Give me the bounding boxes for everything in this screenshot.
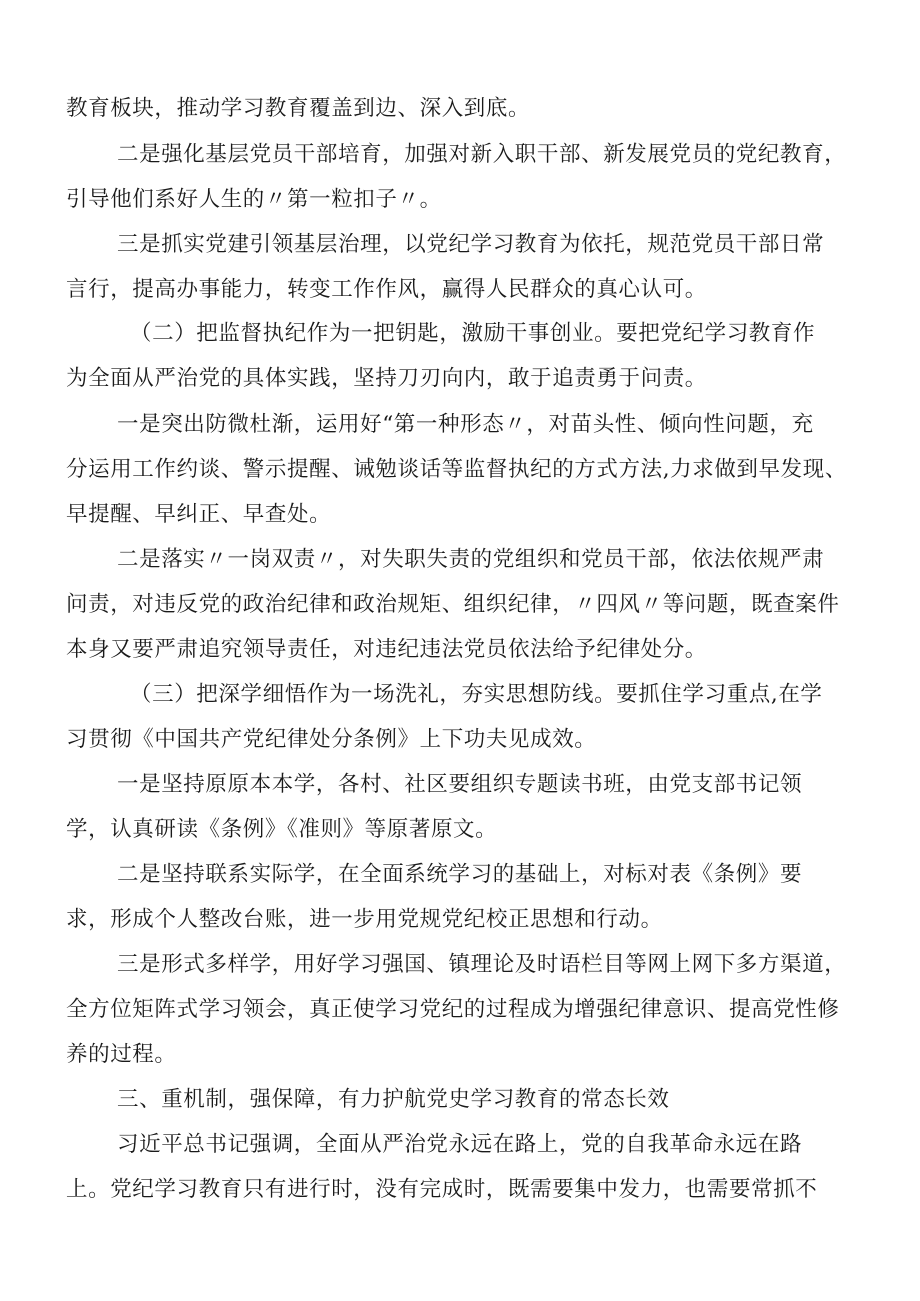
text-line: 二是坚持联系实际学，在全面系统学习的基础上，对标对表《条例》要	[117, 862, 803, 887]
text-line: 一是突出防微杜渐，运用好“第一种形态〃，对苗头性、倾向性问题，充	[117, 412, 814, 437]
text-line: 三是抓实党建引领基层治理，以党纪学习教育为依托，规范党员干部日常	[117, 232, 825, 257]
text-line: 上。党纪学习教育只有进行时，没有完成时，既需要集中发力，也需要常抓不	[66, 1177, 818, 1202]
text-line: 为全面从严治党的具体实践，坚持刀刃向内，敢于追责勇于问责。	[66, 366, 707, 391]
text-line: 习贯彻《中国共产党纪律处分条例》上下功夫见成效。	[66, 727, 597, 752]
text-line: （二）把监督执纪作为一把钥匙，激励干事创业。要把党纪学习教育作	[130, 321, 816, 346]
text-line: 二是强化基层党员干部培育，加强对新入职干部、新发展党员的党纪教育，	[117, 142, 847, 167]
text-line: 分运用工作约谈、警示提醒、诫勉谈话等监督执纪的方式方法,力求做到早发现、	[66, 457, 847, 482]
text-line: 求，形成个人整改台账，进一步用党规党纪校正思想和行动。	[66, 907, 663, 932]
text-line: 学，认真研读《条例》《准则》等原著原文。	[66, 817, 498, 842]
text-line: 一是坚持原原本本学，各村、社区要组织专题读书班，由党支部书记领	[117, 772, 803, 797]
text-line: 早提醒、早纠正、早查处。	[66, 502, 332, 527]
text-line: 问责，对违反党的政治纪律和政治规矩、组织纪律，〃四风〃等问题，既查案件	[66, 592, 840, 617]
section-heading: 三、重机制，强保障，有力护航党史学习教育的常态长效	[117, 1087, 670, 1112]
text-line: 本身又要严肃追究领导责任，对违纪违法党员依法给予纪律处分。	[66, 637, 707, 662]
text-line: 言行，提高办事能力，转变工作作风，赢得人民群众的真心认可。	[66, 277, 707, 302]
text-line: 引导他们系好人生的〃第一粒扣子〃。	[66, 187, 442, 212]
text-line: 习近平总书记强调，全面从严治党永远在路上，党的自我革命永远在路	[117, 1132, 803, 1157]
text-line: 养的过程。	[66, 1042, 177, 1067]
text-line: 全方位矩阵式学习领会，真正使学习党纪的过程成为增强纪律意识、提高党性修	[66, 997, 840, 1022]
text-line: 教育板块，推动学习教育覆盖到边、深入到底。	[66, 96, 531, 121]
text-line: （三）把深学细悟作为一场洗礼，夯实思想防线。要抓住学习重点,在学	[130, 682, 823, 707]
text-line: 二是落实〃一岗双责〃，对失职失责的党组织和党员干部，依法依规严肃	[117, 547, 825, 572]
text-line: 三是形式多样学，用好学习强国、镇理论及时语栏目等网上网下多方渠道，	[117, 952, 847, 977]
